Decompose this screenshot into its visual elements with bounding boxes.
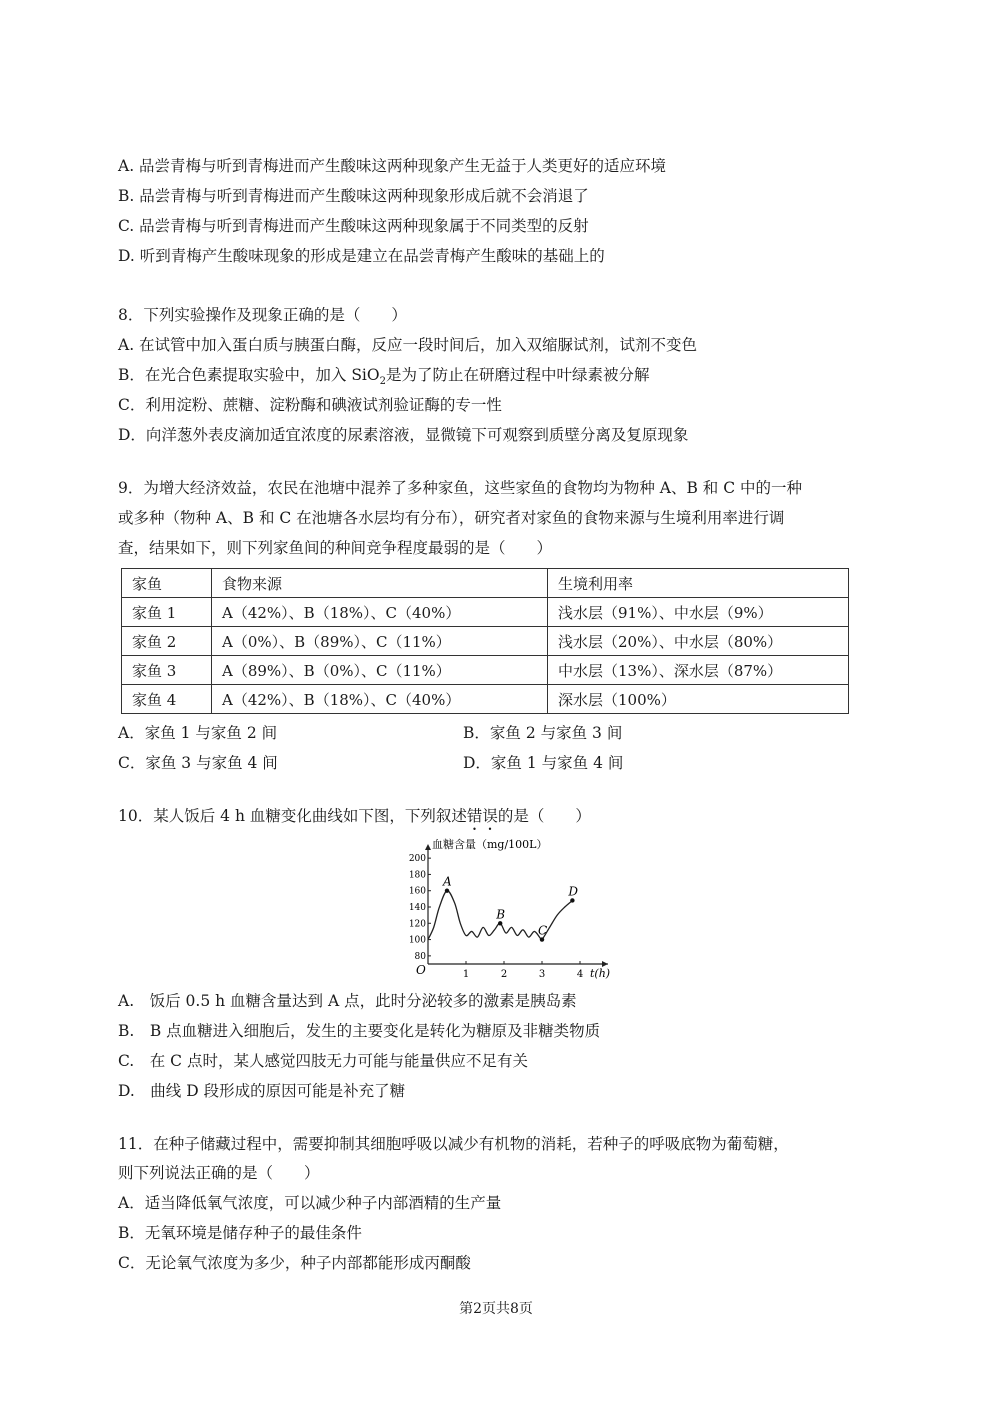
chart-axes [425, 844, 608, 967]
q9-option-b: B．家鱼 2 与家鱼 3 间 [463, 724, 623, 742]
q11-option-c: C．无论氧气浓度为多少，种子内部都能形成丙酮酸 [118, 1254, 471, 1272]
y-tick-label: 120 [408, 919, 426, 930]
q9-option-d: D．家鱼 1 与家鱼 4 间 [463, 754, 624, 772]
point-c [540, 937, 544, 941]
q8-option-b-sub: 2 [379, 376, 386, 388]
q10-option-b: B. B 点血糖进入细胞后，发生的主要变化是转化为糖原及非糖类物质 [118, 1022, 601, 1040]
q7-option-b: B. 品尝青梅与听到青梅进而产生酸味这两种现象形成后就不会消退了 [118, 187, 589, 205]
q9-stem-line1: 9．为增大经济效益，农民在池塘中混养了多种家鱼，这些家鱼的食物均为物种 A、B 和 C 中的一种 [118, 479, 803, 497]
table-header-cell: 生境利用率 [548, 569, 849, 598]
table-header-row [122, 569, 849, 598]
q8-option-c: C．利用淀粉、蔗糖、淀粉酶和碘液试剂验证酶的专一性 [118, 396, 502, 414]
y-tick-label: 140 [408, 903, 426, 913]
q10-option-a: A. 饭后 0.5 h 血糖含量达到 A 点，此时分泌较多的激素是胰岛素 [118, 992, 577, 1010]
point-b [498, 921, 502, 925]
table-cell: 家鱼 1 [122, 598, 212, 627]
page-footer: 第2页共8页 [459, 1301, 533, 1317]
table-cell: 家鱼 3 [122, 656, 212, 685]
q8-option-d: D．向洋葱外表皮滴加适宜浓度的尿素溶液，显微镜下可观察到质壁分离及复原现象 [118, 426, 689, 444]
y-tick-label: 100 [408, 935, 426, 946]
q10-stem [118, 806, 591, 834]
table-cell: A（42%）、B（18%）、C（40%） [212, 685, 548, 714]
q11-stem-line1: 11．在种子储藏过程中，需要抑制其细胞呼吸以减少有机物的消耗，若种子的呼吸底物为葡萄糖， [118, 1135, 789, 1153]
table-cell: 深水层（100%） [548, 685, 849, 714]
table-row [122, 656, 849, 685]
table-cell: 浅水层（20%）、中水层（80%） [548, 627, 849, 656]
x-tick-label: 4 [576, 969, 584, 980]
table-row [122, 685, 849, 714]
table-header-cell: 家鱼 [122, 569, 212, 598]
q10-stem-post: 的是（ ） [497, 807, 591, 825]
q9-option-c: C．家鱼 3 与家鱼 4 间 [118, 754, 278, 772]
table-cell: A（42%）、B（18%）、C（40%） [212, 598, 548, 627]
blood-sugar-chart [400, 836, 620, 981]
q7-option-c: C. 品尝青梅与听到青梅进而产生酸味这两种现象属于不同类型的反射 [118, 217, 589, 235]
q7-option-d: D. 听到青梅产生酸味现象的形成是建立在品尝青梅产生酸味的基础上的 [118, 247, 605, 265]
q8-option-b [118, 365, 650, 392]
q9-option-a: A．家鱼 1 与家鱼 2 间 [118, 724, 278, 742]
q10-stem-emphasis: 错误 [466, 807, 498, 825]
q10-option-d: D. 曲线 D 段形成的原因可能是补充了糖 [118, 1082, 406, 1100]
point-label-a: A [443, 874, 452, 889]
q8-option-a: A. 在试管中加入蛋白质与胰蛋白酶，反应一段时间后，加入双缩脲试剂，试剂不变色 [118, 336, 698, 354]
table-cell: 家鱼 2 [122, 627, 212, 656]
point-label-d: D [568, 884, 579, 899]
table-cell: A（89%）、B（0%）、C（11%） [212, 656, 548, 685]
q10-option-c: C. 在 C 点时，某人感觉四肢无力可能与能量供应不足有关 [118, 1052, 528, 1070]
q9-stem-line2: 或多种（物种 A、B 和 C 在池塘各水层均有分布），研究者对家鱼的食物来源与生境利用率进行调 [118, 509, 785, 527]
table-cell: A（0%）、B（89%）、C（11%） [212, 627, 548, 656]
q9-stem-line3: 查，结果如下，则下列家鱼间的种间竞争程度最弱的是（ ） [118, 539, 553, 557]
q11-option-b: B．无氧环境是储存种子的最佳条件 [118, 1224, 362, 1242]
y-tick-label: 180 [408, 870, 426, 881]
q8-stem: 8．下列实验操作及现象正确的是（ ） [118, 306, 407, 324]
x-tick-label: 1 [462, 969, 470, 980]
table-header-cell: 食物来源 [212, 569, 548, 598]
table-row [122, 627, 849, 656]
y-axis-arrow [425, 844, 431, 850]
y-tick-label: 160 [408, 886, 426, 897]
y-tick-label: 200 [408, 854, 426, 865]
fish-table [121, 568, 849, 714]
y-tick-label: 80 [414, 951, 426, 962]
point-d [570, 898, 574, 902]
chart-y-axis-label: 血糖含量（mg/100L） [432, 838, 548, 851]
table-cell: 浅水层（91%）、中水层（9%） [548, 598, 849, 627]
chart-points [442, 875, 578, 942]
table-row [122, 598, 849, 627]
x-tick-label: 3 [538, 969, 546, 980]
q8-option-b-post: 是为了防止在研磨过程中叶绿素被分解 [385, 366, 650, 384]
point-label-c: C [538, 923, 548, 938]
q11-option-a: A．适当降低氧气浓度，可以减少种子内部酒精的生产量 [118, 1194, 502, 1212]
point-label-b: B [496, 907, 506, 922]
q11-stem-line2: 则下列说法正确的是（ ） [118, 1164, 320, 1182]
table-cell: 家鱼 4 [122, 685, 212, 714]
q7-option-a: A. 品尝青梅与听到青梅进而产生酸味这两种现象产生无益于人类更好的适应环境 [118, 157, 667, 175]
chart-origin-label: O [416, 963, 426, 977]
table-cell: 中水层（13%）、深水层（87%） [548, 656, 849, 685]
point-a [445, 889, 449, 893]
q8-option-b-pre: B．在光合色素提取实验中，加入 SiO [118, 366, 380, 384]
x-tick-label: 2 [500, 969, 508, 980]
chart-x-axis-label: t(h) [590, 967, 611, 980]
q10-stem-pre: 10．某人饭后 4 h 血糖变化曲线如下图，下列叙述 [118, 807, 467, 825]
